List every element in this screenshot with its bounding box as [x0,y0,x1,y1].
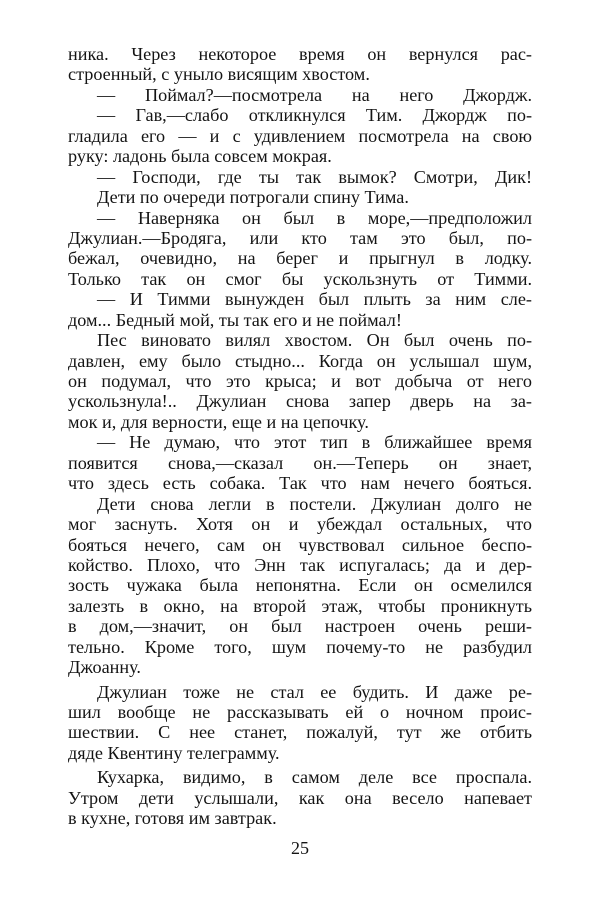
text-line: тельно. Кроме того, шум почему-то не разбудил [68,636,532,657]
text-line: что здесь есть собака. Так что нам нечего бояться. [68,473,532,494]
text-line: ника. Через некоторое время он вернулся рас- [68,44,532,64]
text-line: Джоанну. [68,657,141,678]
text-line: шествии. С нее станет, пожалуй, тут же отбить [68,722,532,743]
text-line: залезть в окно, на второй этаж, чтобы проникнуть [68,595,532,616]
text-line: строенный, с уныло висящим хвостом. [68,64,370,85]
text-line: бежал, очевидно, на берег и прыгнул в лодку. [68,248,532,269]
text-line: Утром дети услышали, как она весело напевает [68,787,532,808]
text-line: мог заснуть. Хотя он и убеждал остальных, что [68,514,532,535]
text-line: Джулиан.—Бродяга, или кто там это был, по- [68,227,532,248]
text-line: — Наверняка он был в море,—предположил [97,207,532,228]
text-line: — Не думаю, что этот тип в ближайшее время [97,432,532,453]
text-line: дяде Квентину телеграмму. [68,742,280,763]
text-line: Кухарка, видимо, в самом деле все проспала. [97,767,532,788]
text-line: — И Тимми вынужден был плыть за ним сле- [97,289,532,310]
text-line: мок и, для верности, еще и на цепочку. [68,411,369,432]
text-line: руку: ладонь была совсем мокрая. [68,146,332,167]
text-line: зость чужака была непонятна. Если он осмелился [68,575,532,596]
text-line: Дети снова легли в постели. Джулиан долго не [97,493,532,514]
text-line: — Гав,—слабо откликнулся Тим. Джордж по- [97,105,532,126]
text-line: Джулиан тоже не стал ее будить. И даже ре- [97,681,532,702]
page-number: 25 [291,838,309,858]
text-line: он подумал, что это крыса; и вот добыча от него [68,371,532,391]
text-line: Только так он смог бы ускользнуть от Тимми. [68,268,532,289]
text-line: — Поймал?—посмотрела на него Джордж. [97,84,532,105]
text-line: давлен, ему было стыдно... Когда он услышал шум, [68,350,532,371]
text-line: бояться нечего, сам он чувствовал сильное беспо- [68,534,532,555]
text-line: в дом,—значит, он был настроен очень реши- [68,616,532,637]
text-line: Дети по очереди потрогали спину Тима. [97,187,409,208]
text-line: гладила его — и с удивлением посмотрела на свою [68,125,532,146]
text-line: Пес виновато вилял хвостом. Он был очень по- [97,330,532,351]
book-page-text [68,44,532,829]
text-line: дом... Бедный мой, ты так его и не поймал! [68,309,402,330]
text-line: — Господи, где ты так вымок? Смотри, Дик! [97,166,532,187]
text-line: койство. Плохо, что Энн так испугалась; да и дер- [68,554,532,575]
text-line: в кухне, готовя им завтрак. [68,808,277,829]
text-line: шил вообще не рассказывать ей о ночном проис- [68,702,532,722]
text-line: ускользнула!.. Джулиан снова запер дверь на за- [68,391,532,412]
text-line: появится снова,—сказал он.—Теперь он знает, [68,452,532,473]
